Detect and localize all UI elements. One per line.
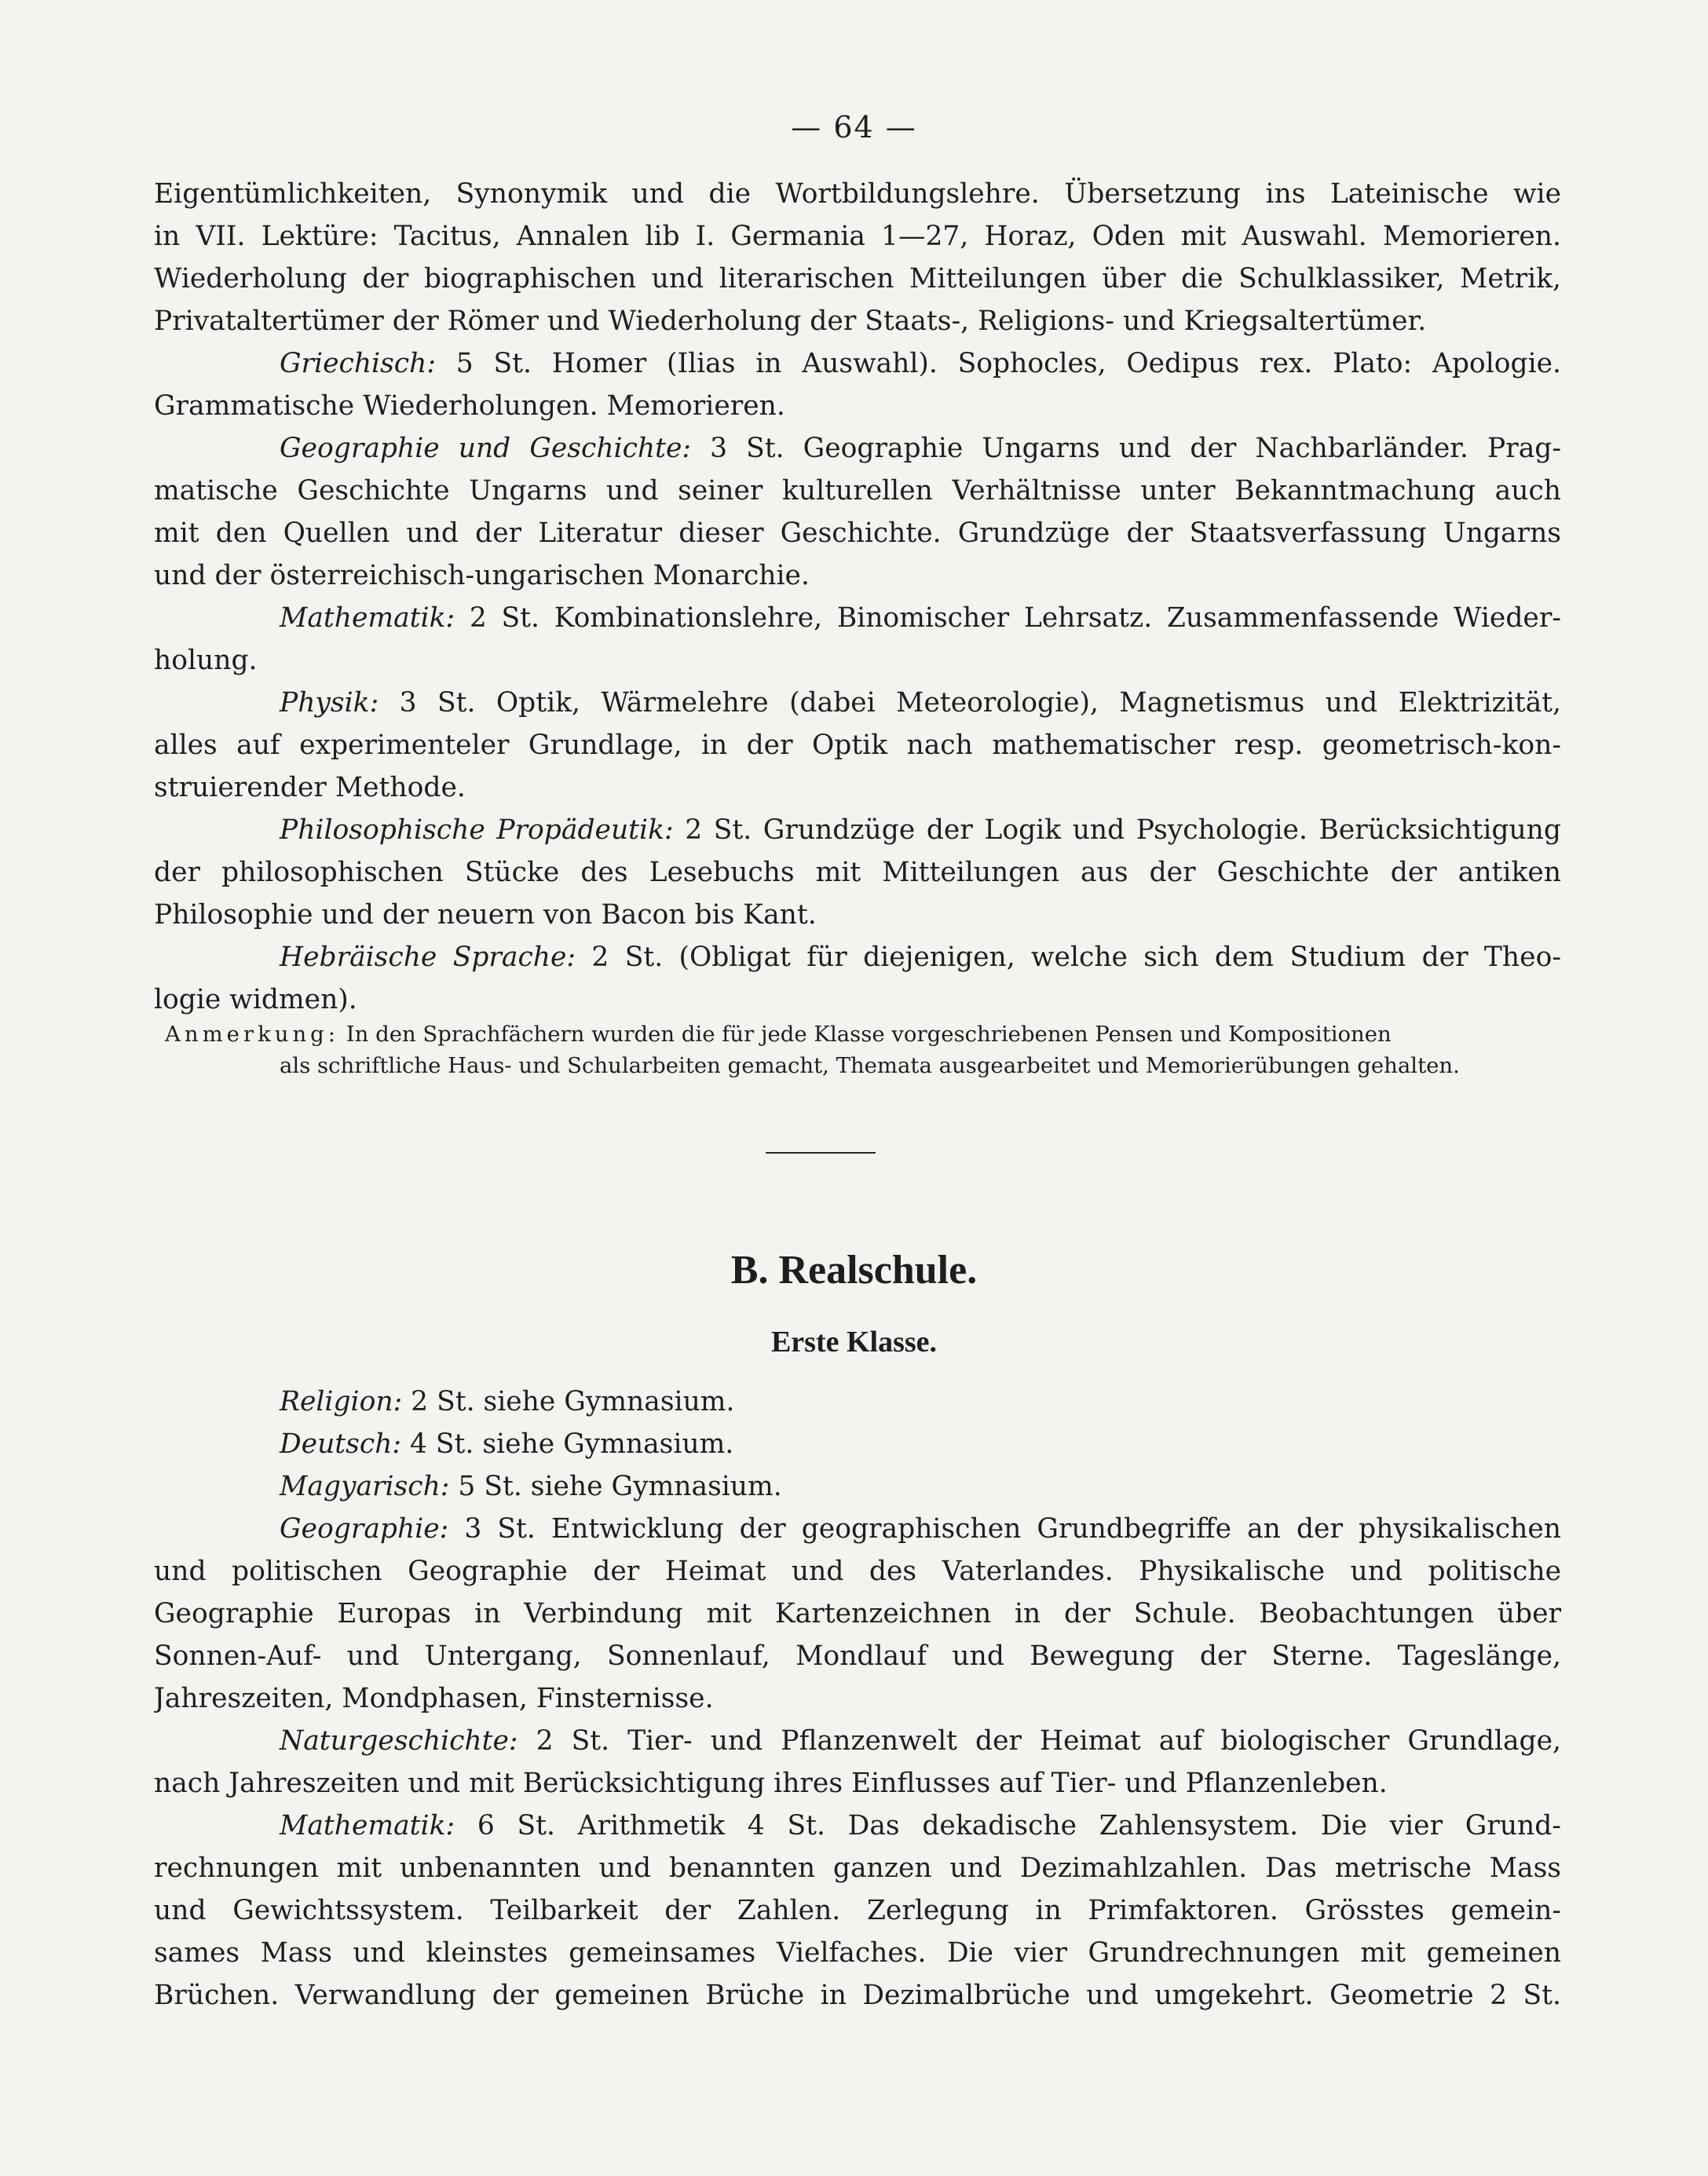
section-divider: [766, 1152, 876, 1154]
text-line: [154, 554, 1561, 597]
text-line: [154, 1465, 1561, 1508]
text-line: [154, 766, 1561, 809]
text-line: [154, 1381, 1561, 1423]
subject-label: Mathematik:: [280, 1810, 455, 1841]
line-text: 5 St. siehe Gymnasium.: [458, 1471, 782, 1502]
subject-label: Geographie und Geschichte:: [280, 433, 692, 464]
line-text: 4 St. siehe Gymnasium.: [410, 1428, 734, 1460]
line-text: struierender Methode.: [154, 772, 466, 803]
text-line: [154, 597, 1561, 639]
line-text: nach Jahreszeiten und mit Berücksichtigung ihres Einflusses auf Tier- und Pflanzenleben.: [154, 1768, 1388, 1799]
text-line: [154, 809, 1561, 851]
line-text: Privataltertümer der Römer und Wiederholung der Staats-, Religions- und Kriegsaltertümer.: [154, 305, 1427, 337]
text-line: [154, 1847, 1561, 1889]
line-text: 2 St. Grundzüge der Logik und Psychologie. Berücksichtigung: [685, 814, 1561, 846]
line-text: und politischen Geographie der Heimat und des Vaterlandes. Physikalische und politische: [154, 1556, 1561, 1587]
text-line: [154, 1805, 1561, 1847]
note-line-1: [165, 1019, 1559, 1050]
line-text: Sonnen-Auf- und Untergang, Sonnenlauf, Mondlauf und Bewegung der Sterne. Tageslänge,: [154, 1640, 1561, 1672]
line-text: Wiederholung der biographischen und literarischen Mitteilungen über die Schulklassiker, Metrik,: [154, 263, 1561, 294]
line-text: in VII. Lektüre: Tacitus, Annalen lib I. Germania 1—27, Horaz, Oden mit Auswahl. Memorieren.: [154, 221, 1561, 252]
text-line: [154, 978, 1561, 1021]
text-line: [154, 215, 1561, 258]
line-text: rechnungen mit unbenannten und benannten ganzen und Dezimahlzahlen. Das metrische Mass: [154, 1852, 1561, 1884]
line-text: und Gewichtssystem. Teilbarkeit der Zahlen. Zerlegung in Primfaktoren. Grösstes gemein-: [154, 1895, 1561, 1926]
text-line: [154, 1550, 1561, 1593]
line-text: 2 St. (Obligat für diejenigen, welche sich dem Studium der Theo-: [591, 942, 1561, 973]
line-text: mit den Quellen und der Literatur dieser Geschichte. Grundzüge der Staatsverfassung Ungarns: [154, 517, 1561, 549]
text-line: [154, 936, 1561, 978]
subject-label: Mathematik:: [280, 602, 455, 634]
annotation-note: [165, 1019, 1559, 1081]
line-text: 5 St. Homer (Ilias in Auswahl). Sophocles, Oedipus rex. Plato: Apologie.: [455, 348, 1561, 379]
page-number: — 64 —: [791, 110, 917, 144]
class-title: Erste Klasse.: [770, 1326, 938, 1359]
line-text: 3 St. Optik, Wärmelehre (dabei Meteorologie), Magnetismus und Elektrizität,: [399, 687, 1561, 719]
line-text: 3 St. Entwicklung der geographischen Grundbegriffe an der physikalischen: [464, 1513, 1561, 1545]
text-line: [154, 1720, 1561, 1762]
line-text: holung.: [154, 645, 258, 676]
text-line: [154, 724, 1561, 766]
subject-label: Geographie:: [280, 1513, 449, 1545]
text-line: [154, 1508, 1561, 1550]
text-line: [154, 173, 1561, 215]
subject-label: Philosophische Propädeutik:: [280, 814, 674, 846]
line-text: logie widmen).: [154, 984, 357, 1015]
text-line: [154, 512, 1561, 554]
line-text: 2 St. Tier- und Pflanzenwelt der Heimat auf biologischer Grundlage,: [536, 1725, 1561, 1757]
text-line: [154, 682, 1561, 724]
text-line: [154, 258, 1561, 300]
line-text: Brüchen. Verwandlung der gemeinen Brüche in Dezimalbrüche und umgekehrt. Geometrie 2 St.: [154, 1980, 1561, 2011]
text-line: [154, 1932, 1561, 1974]
line-text: Philosophie und der neuern von Bacon bis Kant.: [154, 899, 817, 931]
line-text: und der österreichisch-ungarischen Monarchie.: [154, 560, 810, 591]
text-line: [154, 470, 1561, 512]
text-line: [154, 385, 1561, 427]
subject-label: Naturgeschichte:: [280, 1725, 518, 1757]
subject-label: Hebräische Sprache:: [280, 942, 576, 973]
text-line: [154, 342, 1561, 385]
text-line: [154, 894, 1561, 936]
line-text: matische Geschichte Ungarns und seiner kulturellen Verhältnisse unter Bekanntmachung auch: [154, 475, 1561, 507]
text-line: [154, 1593, 1561, 1635]
line-text: 3 St. Geographie Ungarns und der Nachbarländer. Prag-: [710, 433, 1561, 464]
text-line: [154, 1762, 1561, 1805]
subject-label: Religion:: [280, 1386, 403, 1417]
text-line: [154, 300, 1561, 342]
line-text: alles auf experimenteler Grundlage, in der Optik nach mathematischer resp. geometrisch-kon-: [154, 730, 1561, 761]
subject-label: Magyarisch:: [280, 1471, 450, 1502]
realschule-curriculum-text: [154, 1381, 1561, 2017]
line-text: 6 St. Arithmetik 4 St. Das dekadische Zahlensystem. Die vier Grund-: [477, 1810, 1561, 1841]
subject-label: Deutsch:: [280, 1428, 402, 1460]
line-text: Geographie Europas in Verbindung mit Kartenzeichnen in der Schule. Beobachtungen über: [154, 1598, 1561, 1629]
line-text: 2 St. Kombinationslehre, Binomischer Lehrsatz. Zusammenfassende Wieder-: [469, 602, 1561, 634]
line-text: Grammatische Wiederholungen. Memorieren.: [154, 390, 785, 422]
line-text: sames Mass und kleinstes gemeinsames Vielfaches. Die vier Grundrechnungen mit gemeinen: [154, 1937, 1561, 1969]
text-line: [154, 1677, 1561, 1720]
text-line: [154, 1423, 1561, 1465]
section-title: B. Realschule.: [730, 1248, 978, 1293]
text-line: [154, 639, 1561, 682]
line-text: der philosophischen Stücke des Lesebuchs mit Mitteilungen aus der Geschichte der antiken: [154, 857, 1561, 888]
note-label: Anmerkung:: [165, 1022, 340, 1047]
line-text: Jahreszeiten, Mondphasen, Finsternisse.: [154, 1683, 714, 1714]
line-text: Eigentümlichkeiten, Synonymik und die Wortbildungslehre. Übersetzung ins Lateinische wie: [154, 178, 1561, 210]
subject-label: Physik:: [280, 687, 379, 719]
line-text: 2 St. siehe Gymnasium.: [411, 1386, 735, 1417]
text-line: [154, 851, 1561, 894]
text-line: [154, 1889, 1561, 1932]
note-text-1: In den Sprachfächern wurden die für jede Klasse vorgeschriebenen Pensen und Kompositionen: [346, 1022, 1392, 1047]
text-line: [154, 1974, 1561, 2017]
text-line: [154, 427, 1561, 470]
subject-label: Griechisch:: [280, 348, 436, 379]
gymnasium-curriculum-text: [154, 173, 1561, 1021]
text-line: [154, 1635, 1561, 1677]
note-line-2: als schriftliche Haus- und Schularbeiten gemacht, Themata ausgearbeitet und Memorierübungen gehalten.: [280, 1053, 1460, 1078]
